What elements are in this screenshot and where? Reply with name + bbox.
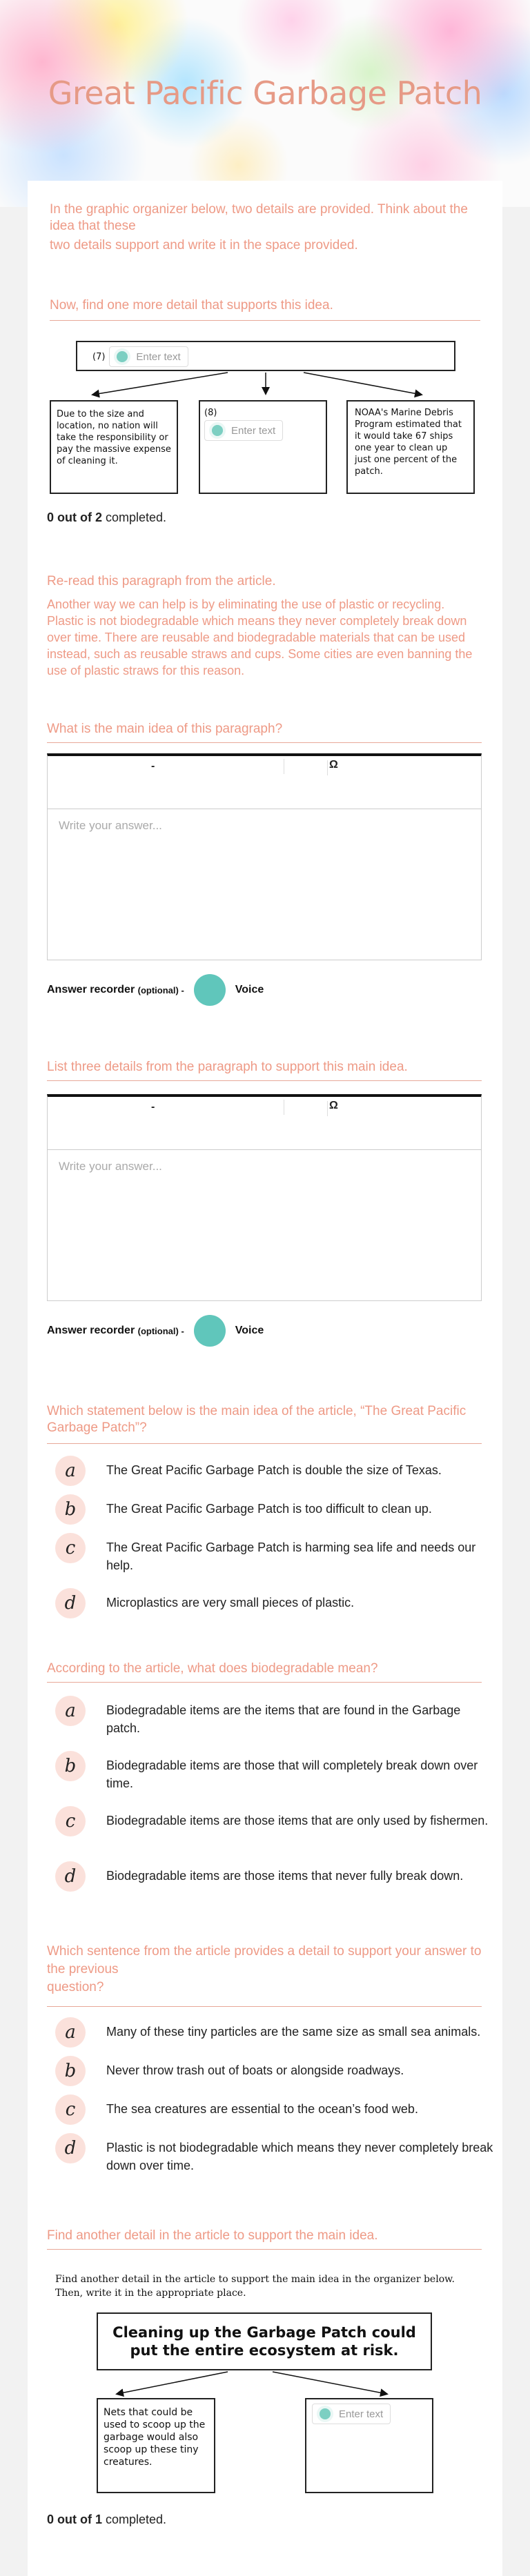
recorder-label: Answer recorder <box>47 1325 135 1336</box>
question-prompt <box>47 1943 482 1997</box>
toolbar-dash-button[interactable]: - <box>151 760 155 772</box>
audio-dot-icon <box>114 348 130 365</box>
progress-suffix: completed. <box>102 511 167 524</box>
recorder-optional: (optional) - <box>137 984 184 995</box>
answer-textarea[interactable]: Write your answer... <box>47 1149 482 1301</box>
toolbar-dash-button[interactable]: - <box>151 1101 155 1113</box>
organizer-detail-right <box>346 400 475 494</box>
progress-count: 0 out of 1 <box>47 2513 102 2526</box>
choice-letter: c <box>55 1806 86 1836</box>
choice-letter: d <box>55 1861 86 1892</box>
voice-record-button[interactable] <box>194 974 226 1006</box>
choice-option[interactable] <box>55 1751 497 1792</box>
progress-status <box>47 2513 166 2527</box>
divider <box>47 1443 482 1444</box>
detail-input[interactable]: Enter text <box>204 420 283 441</box>
worksheet-card <box>28 181 502 2576</box>
answer-recorder <box>47 974 264 1006</box>
choice-letter: a <box>55 1696 86 1726</box>
divider <box>47 1080 482 1081</box>
progress-suffix: completed. <box>102 2513 167 2526</box>
choice-text: Biodegradable items are those items that are only used by fishermen. <box>106 1814 489 1827</box>
mc1-choices <box>55 1456 483 1663</box>
choice-letter: c <box>55 1533 86 1563</box>
question-prompt: According to the article, what does biodegradable mean? <box>47 1661 378 1676</box>
divider <box>50 320 480 321</box>
organizer-arrows <box>28 371 502 399</box>
choice-option[interactable] <box>55 2056 497 2086</box>
choice-text: The Great Pacific Garbage Patch is too difficult to clean up. <box>106 1502 432 1516</box>
question-prompt: What is the main idea of this paragraph? <box>47 722 283 736</box>
progress-count: 0 out of 2 <box>47 511 102 524</box>
choice-text: The Great Pacific Garbage Patch is double the size of Texas. <box>106 1463 442 1477</box>
recorder-optional: (optional) - <box>137 1325 184 1336</box>
choice-text: Microplastics are very small pieces of plastic. <box>106 1596 355 1609</box>
choice-option[interactable] <box>55 1533 497 1574</box>
section-heading: Now, find one more detail that supports this idea. <box>50 298 333 313</box>
section-heading: Find another detail in the article to support the main idea. <box>47 2228 378 2243</box>
organizer-detail-left <box>97 2398 215 2493</box>
choice-text: Biodegradable items are the items that are found in the Garbage patch. <box>106 1703 461 1735</box>
toolbar-omega-button[interactable]: Ω <box>329 759 338 771</box>
organizer-detail-right <box>305 2398 433 2493</box>
audio-dot-icon <box>317 2406 333 2422</box>
choice-option[interactable] <box>55 1806 497 1836</box>
toolbar-omega-button[interactable]: Ω <box>329 1100 338 1111</box>
choice-letter: d <box>55 2133 86 2163</box>
question-prompt: List three details from the paragraph to support this main idea. <box>47 1060 408 1074</box>
editor-toolbar <box>47 1094 482 1149</box>
choice-letter: b <box>55 2056 86 2086</box>
choice-letter: b <box>55 1751 86 1781</box>
divider <box>47 1682 482 1683</box>
choice-text: Biodegradable items are those items that never fully break down. <box>106 1869 464 1883</box>
choice-text: Biodegradable items are those that will completely break down over time. <box>106 1758 478 1790</box>
choice-text: Many of these tiny particles are the same size as small sea animals. <box>106 2025 481 2039</box>
divider <box>47 2006 482 2007</box>
choice-option[interactable] <box>55 1861 497 1892</box>
organizer-detail-middle <box>199 400 327 494</box>
article-paragraph: Another way we can help is by eliminating the use of plastic or recycling. Plastic is not biodegradable which means they never completely break down over time. There are reusable and biodegradable materials that can be used instead, such as reusable straws and cups. Some cities are even banning the use of plastic straws for this reason. <box>47 597 473 677</box>
choice-text: The sea creatures are essential to the ocean’s food web. <box>106 2102 418 2116</box>
main-idea-input[interactable]: Enter text <box>109 346 188 367</box>
detail-text: Due to the size and location, no nation will take the responsibility or pay the massive expense of cleaning it. <box>57 409 171 466</box>
organizer-detail-left <box>50 400 178 494</box>
answer-textarea[interactable]: Write your answer... <box>47 809 482 960</box>
mc3-choices <box>55 2017 493 2203</box>
item-number: (7) <box>92 351 106 362</box>
choice-letter: c <box>55 2094 86 2125</box>
prompt-line-2: question? <box>47 1980 104 1994</box>
instructions-line-2: two details support and write it in the space provided. <box>50 238 358 252</box>
choice-option[interactable] <box>55 1456 497 1486</box>
voice-label: Voice <box>235 984 264 995</box>
recorder-label: Answer recorder <box>47 984 135 995</box>
choice-option[interactable] <box>55 2094 497 2125</box>
editor-toolbar <box>47 753 482 809</box>
detail-text: Nets that could be used to scoop up the garbage would also scoop up these tiny creatures. <box>104 2407 206 2468</box>
divider <box>47 2249 482 2250</box>
section-heading: Re-read this paragraph from the article. <box>47 574 276 588</box>
choice-text: The Great Pacific Garbage Patch is harming sea life and needs our help. <box>106 1540 476 1572</box>
choice-option[interactable] <box>55 1494 497 1525</box>
choice-letter: a <box>55 2017 86 2048</box>
choice-letter: a <box>55 1456 86 1486</box>
divider <box>47 742 482 743</box>
detail-text: NOAA's Marine Debris Program estimated that it would take 67 ships one year to clean up just one percent of the patch. <box>355 408 462 477</box>
prompt-line-1: Which sentence from the article provides a detail to support your answer to the previous <box>47 1944 482 1976</box>
organizer-instructions: Find another detail in the article to support the main idea in the organizer below. Then, write it in the appropriate place. <box>55 2274 455 2299</box>
answer-recorder <box>47 1315 264 1347</box>
voice-label: Voice <box>235 1325 264 1336</box>
organizer-main-idea-box <box>97 2312 432 2370</box>
instructions <box>50 201 478 254</box>
mc2-choices <box>55 1696 489 1923</box>
main-idea-text: Cleaning up the Garbage Patch could put the entire ecosystem at risk. <box>112 2324 416 2359</box>
choice-option[interactable] <box>55 2017 497 2048</box>
choice-option[interactable] <box>55 1696 497 1737</box>
organizer-main-idea-box <box>76 341 455 371</box>
voice-record-button[interactable] <box>194 1315 226 1347</box>
choice-option[interactable] <box>55 1588 497 1618</box>
page-title: Great Pacific Garbage Patch <box>48 75 482 112</box>
item-number: (8) <box>204 408 217 418</box>
progress-status <box>47 511 166 525</box>
choice-letter: d <box>55 1588 86 1618</box>
question-prompt: Which statement below is the main idea of the article, “The Great Pacific Garbage Patch”? <box>47 1404 467 1435</box>
choice-option[interactable] <box>55 2133 497 2174</box>
choice-text: Never throw trash out of boats or alongside roadways. <box>106 2063 404 2077</box>
organizer-arrows <box>28 2370 502 2398</box>
choice-text: Plastic is not biodegradable which means they never completely break down over time. <box>106 2141 493 2172</box>
audio-dot-icon <box>209 422 226 439</box>
choice-letter: b <box>55 1494 86 1525</box>
instructions-line-1: In the graphic organizer below, two details are provided. Think about the idea that these <box>50 202 468 233</box>
detail-input[interactable]: Enter text <box>312 2404 391 2424</box>
